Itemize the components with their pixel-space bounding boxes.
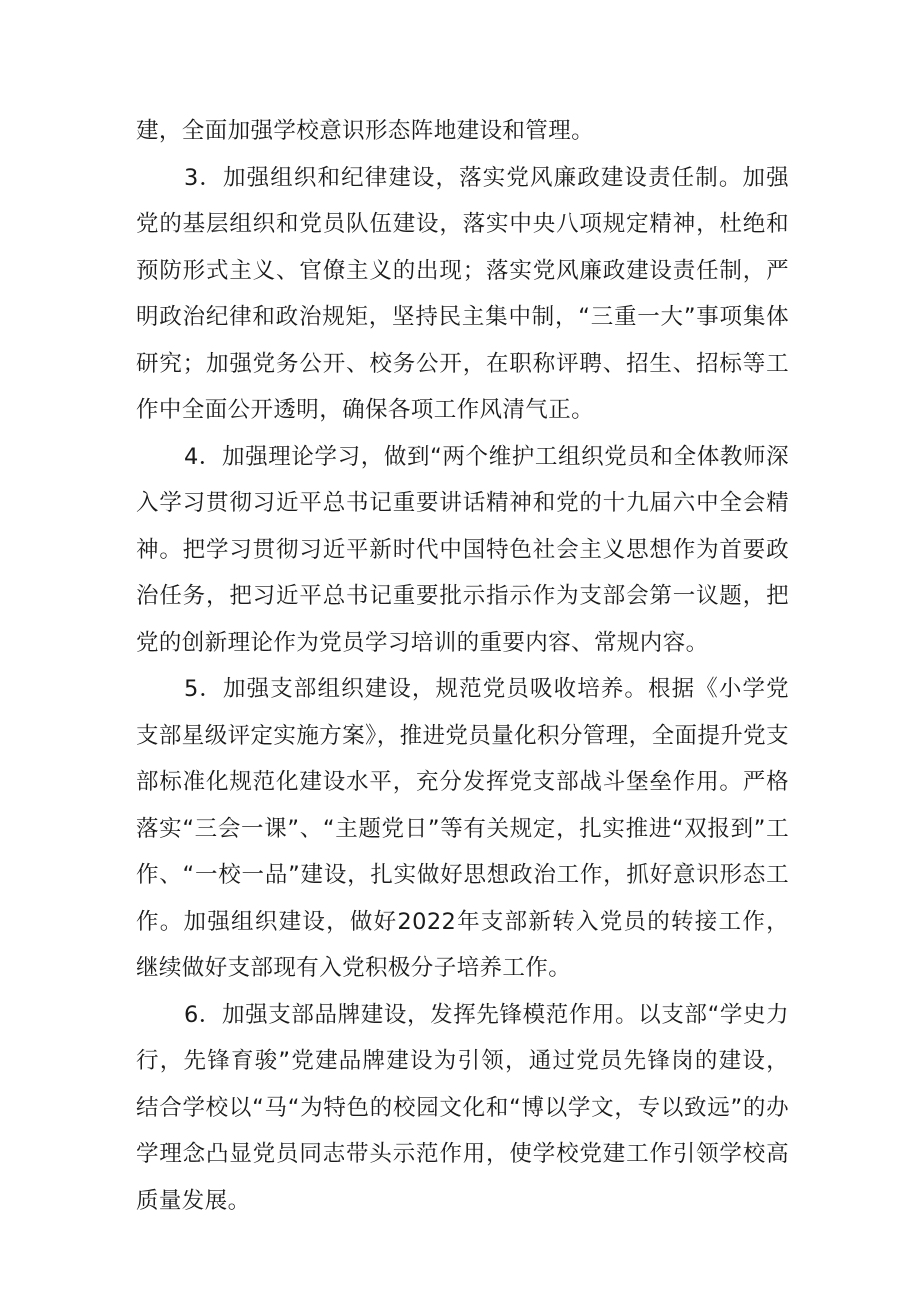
paragraph-continuation: 建，全面加强学校意识形态阵地建设和管理。 (136, 118, 595, 144)
document-body (136, 108, 789, 1224)
paragraph-item-5: 5．加强支部组织建设，规范党员吸收培养。根据《小学党支部星级评定实施方案》，推进党员量化积分管理，全面提升党支部标准化规范化建设水平，充分发挥党支部战斗堡垒作用。严格落实“三会一课”、“主题党日”等有关规定，扎实推进“双报到”工作、“一校一品”建设，扎实做好思想政治工作，抓好意识形态工作。加强组织建设，做好2022年支部新转入党员的转接工作，继续做好支部现有入党积极分子培养工作。 (136, 676, 789, 981)
paragraph-item-3: 3．加强组织和纪律建设，落实党风廉政建设责任制。加强党的基层组织和党员队伍建设，落实中央八项规定精神，杜绝和预防形式主义、官僚主义的出现；落实党风廉政建设责任制，严明政治纪律和政治规矩，坚持民主集中制，“三重一大”事项集体研究；加强党务公开、校务公开，在职称评聘、招生、招标等工作中全面公开透明，确保各项工作风清气正。 (136, 164, 789, 423)
paragraph-item-6: 6．加强支部品牌建设，发挥先锋模范作用。以支部“学史力行，先锋育骏”党建品牌建设为引领，通过党员先锋岗的建设，结合学校以“马“为特色的校园文化和“博以学文，专以致远”的办学理念凸显党员同志带头示范作用，使学校党建工作引领学校高质量发展。 (136, 1001, 789, 1214)
paragraph-item-4: 4．加强理论学习，做到“两个维护工组织党员和全体教师深入学习贯彻习近平总书记重要讲话精神和党的十九届六中全会精神。把学习贯彻习近平新时代中国特色社会主义思想作为首要政治任务，把习近平总书记重要批示指示作为支部会第一议题，把党的创新理论作为党员学习培训的重要内容、常规内容。 (136, 443, 789, 656)
